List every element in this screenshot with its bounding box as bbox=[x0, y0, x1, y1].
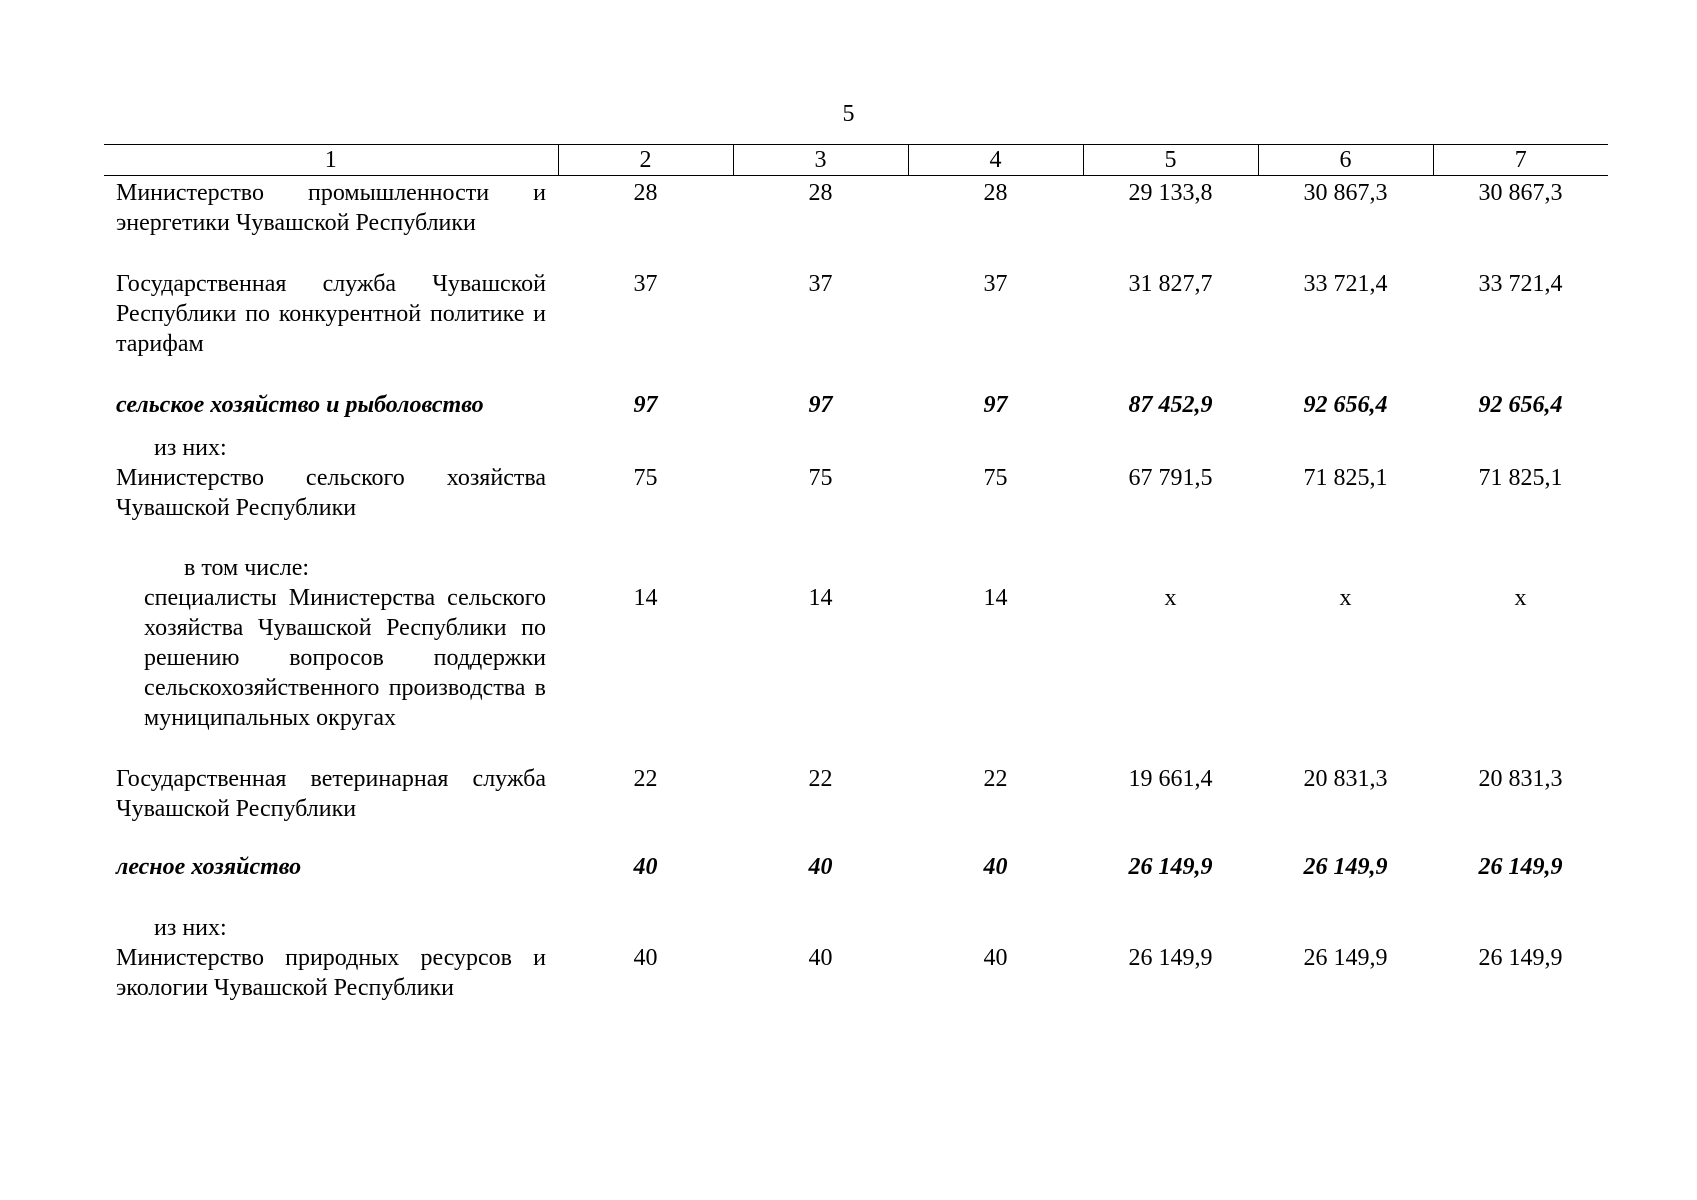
row-name: Министерство промышленности и энергетики Чувашской Республики bbox=[116, 180, 546, 236]
table-row-category bbox=[104, 359, 1608, 420]
cell-col-3: 14 bbox=[808, 585, 833, 611]
cell-col-4: 75 bbox=[983, 465, 1008, 491]
cell-col-2: 97 bbox=[633, 392, 658, 418]
cell-col-7: 71 825,1 bbox=[1478, 465, 1563, 491]
table-row bbox=[104, 463, 1608, 523]
cell-col-7: 26 149,9 bbox=[1478, 854, 1563, 880]
header-row bbox=[104, 145, 1608, 176]
cell-col-7: 20 831,3 bbox=[1478, 766, 1563, 792]
subheading-label: в том числе: bbox=[184, 555, 310, 581]
row-name: лесное хозяйство bbox=[116, 854, 302, 880]
table-subheading-row bbox=[104, 420, 1608, 463]
cell-col-2: 40 bbox=[633, 945, 658, 971]
table-row-category bbox=[104, 824, 1608, 882]
page-number: 5 bbox=[842, 101, 855, 127]
table-row bbox=[104, 943, 1608, 1003]
table-row bbox=[104, 733, 1608, 824]
cell-col-2: 22 bbox=[633, 766, 658, 792]
cell-col-3: 75 bbox=[808, 465, 833, 491]
row-name: сельское хозяйство и рыболовство bbox=[116, 392, 484, 418]
column-header-4: 4 bbox=[908, 145, 1083, 176]
cell-col-6: 33 721,4 bbox=[1303, 271, 1388, 297]
cell-col-4: 37 bbox=[983, 271, 1008, 297]
cell-col-5: 26 149,9 bbox=[1128, 945, 1213, 971]
cell-col-4: 40 bbox=[983, 945, 1008, 971]
column-header-1: 1 bbox=[104, 145, 558, 176]
cell-col-4: 40 bbox=[983, 854, 1008, 880]
subheading-cell bbox=[104, 420, 1608, 463]
cell-col-7: 26 149,9 bbox=[1478, 945, 1563, 971]
cell-col-6: 71 825,1 bbox=[1303, 465, 1388, 491]
subheading-cell bbox=[104, 523, 1608, 583]
table-row bbox=[104, 176, 1608, 239]
cell-col-3: 40 bbox=[808, 854, 833, 880]
data-table bbox=[104, 144, 1608, 1003]
subheading-cell bbox=[104, 882, 1608, 943]
row-name: специалисты Министерства сельского хозяйства Чувашской Республики по решению вопросов поддержки сельскохозяйственного производства в муниципальных округах bbox=[144, 585, 546, 731]
row-name: Министерство сельского хозяйства Чувашской Республики bbox=[116, 465, 546, 521]
row-name: Государственная ветеринарная служба Чувашской Республики bbox=[116, 766, 546, 822]
column-header-5: 5 bbox=[1083, 145, 1258, 176]
cell-col-7: х bbox=[1514, 585, 1527, 611]
table-body bbox=[104, 176, 1608, 1004]
cell-col-7: 33 721,4 bbox=[1478, 271, 1563, 297]
column-header-6: 6 bbox=[1258, 145, 1433, 176]
cell-col-6: х bbox=[1339, 585, 1352, 611]
column-header-2: 2 bbox=[558, 145, 733, 176]
cell-col-4: 28 bbox=[983, 180, 1008, 206]
table-subheading-row bbox=[104, 523, 1608, 583]
cell-col-5: х bbox=[1164, 585, 1177, 611]
cell-col-5: 87 452,9 bbox=[1128, 392, 1213, 418]
cell-col-3: 22 bbox=[808, 766, 833, 792]
cell-col-7: 92 656,4 bbox=[1478, 392, 1563, 418]
cell-col-6: 26 149,9 bbox=[1303, 854, 1388, 880]
subheading-label: из них: bbox=[154, 435, 227, 461]
cell-col-6: 26 149,9 bbox=[1303, 945, 1388, 971]
cell-col-2: 40 bbox=[633, 854, 658, 880]
row-name: Министерство природных ресурсов и экологии Чувашской Республики bbox=[116, 945, 546, 1001]
table-row bbox=[104, 238, 1608, 359]
cell-col-2: 14 bbox=[633, 585, 658, 611]
cell-col-5: 26 149,9 bbox=[1128, 854, 1213, 880]
cell-col-2: 75 bbox=[633, 465, 658, 491]
cell-col-4: 14 bbox=[983, 585, 1008, 611]
cell-col-6: 92 656,4 bbox=[1303, 392, 1388, 418]
table-subheading-row bbox=[104, 882, 1608, 943]
cell-col-4: 97 bbox=[983, 392, 1008, 418]
cell-col-6: 20 831,3 bbox=[1303, 766, 1388, 792]
cell-col-3: 40 bbox=[808, 945, 833, 971]
column-header-3: 3 bbox=[733, 145, 908, 176]
cell-col-2: 28 bbox=[633, 180, 658, 206]
subheading-label: из них: bbox=[154, 915, 227, 941]
cell-col-7: 30 867,3 bbox=[1478, 180, 1563, 206]
cell-col-6: 30 867,3 bbox=[1303, 180, 1388, 206]
table-row bbox=[104, 583, 1608, 733]
cell-col-5: 19 661,4 bbox=[1128, 766, 1213, 792]
table-header bbox=[104, 145, 1608, 176]
cell-col-5: 29 133,8 bbox=[1128, 180, 1213, 206]
cell-col-3: 97 bbox=[808, 392, 833, 418]
cell-col-4: 22 bbox=[983, 766, 1008, 792]
cell-col-3: 28 bbox=[808, 180, 833, 206]
cell-col-3: 37 bbox=[808, 271, 833, 297]
cell-col-5: 31 827,7 bbox=[1128, 271, 1213, 297]
cell-col-5: 67 791,5 bbox=[1128, 465, 1213, 491]
row-name: Государственная служба Чувашской Республики по конкурентной политике и тарифам bbox=[116, 271, 546, 357]
column-header-7: 7 bbox=[1433, 145, 1608, 176]
cell-col-2: 37 bbox=[633, 271, 658, 297]
